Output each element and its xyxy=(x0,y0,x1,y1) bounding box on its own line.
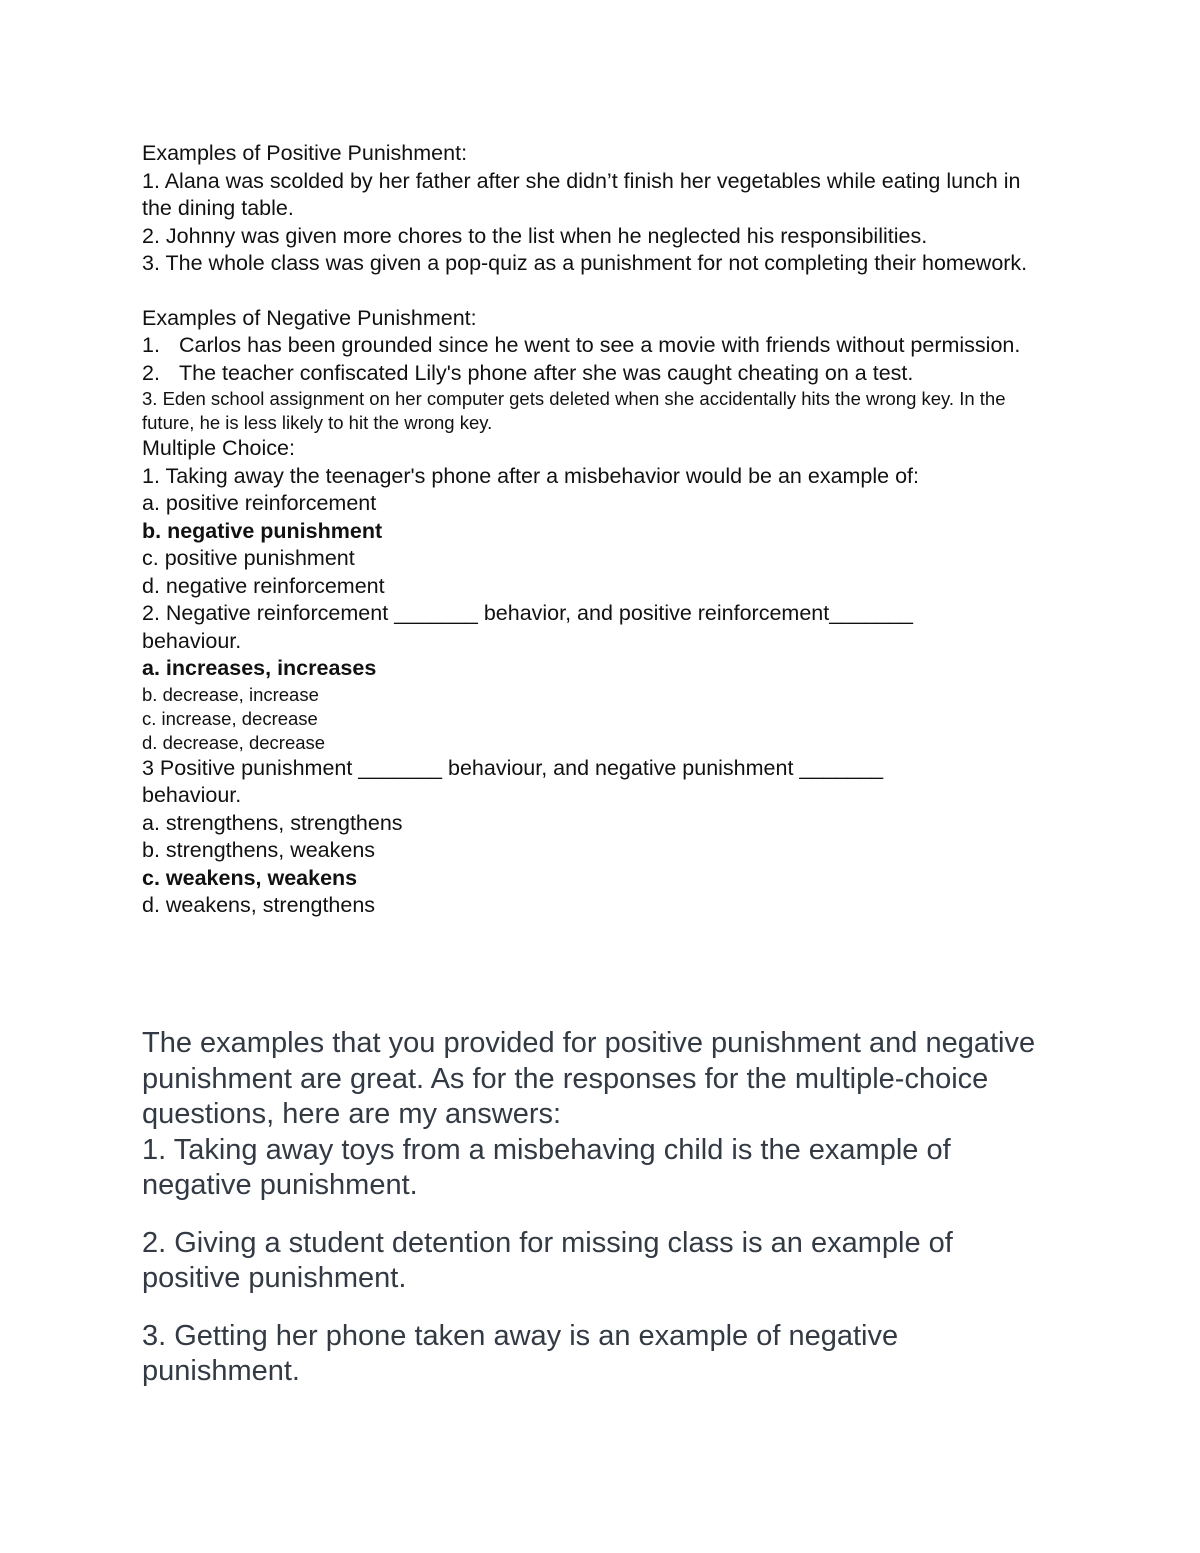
reply-intro: The examples that you provided for positive punishment and negative punishment are great. As for the responses for the multiple-choice questions, here are my answers: xyxy=(142,1027,1036,1130)
reply-answer-2: 2. Giving a student detention for missing class is an example of positive punishment. xyxy=(142,1226,953,1294)
positive-item-2: 2. Johnny was given more chores to the list when he neglected his responsibilities. xyxy=(142,223,928,248)
section-spacer xyxy=(142,278,1042,305)
q2-option-a-answer: a. increases, increases xyxy=(142,656,377,680)
reply-answer-1: 1. Taking away toys from a misbehaving child is the example of negative punishment. xyxy=(142,1133,951,1201)
question-2-line-2: behaviour. xyxy=(142,628,242,653)
negative-item-1-text: Carlos has been grounded since he went to see a movie with friends without permission. xyxy=(179,333,1021,357)
question-3-line-2: behaviour. xyxy=(142,783,242,807)
positive-item-1: 1. Alana was scolded by her father after she didn’t finish her vegetables while eating lunch in the dining table. xyxy=(142,168,1021,220)
multiple-choice-heading: Multiple Choice: xyxy=(142,436,295,460)
q3-option-b: b. strengthens, weakens xyxy=(142,838,376,862)
q1-option-a: a. positive reinforcement xyxy=(142,491,377,515)
reply-answer-3: 3. Getting her phone taken away is an example of negative punishment. xyxy=(142,1319,899,1387)
q2-option-d: d. decrease, decrease xyxy=(142,731,326,753)
q2-option-c: c. increase, decrease xyxy=(142,707,318,729)
question-2-line-1: 2. Negative reinforcement _______ behavior, and positive reinforcement_______ xyxy=(142,601,913,625)
positive-heading: Examples of Positive Punishment: xyxy=(142,141,468,165)
q2-option-b: b. decrease, increase xyxy=(142,683,319,705)
negative-heading: Examples of Negative Punishment: xyxy=(142,305,477,330)
question-1: 1. Taking away the teenager's phone after a misbehavior would be an example of: xyxy=(142,463,920,488)
negative-item-2 xyxy=(142,360,1042,388)
negative-item-1 xyxy=(142,332,1042,360)
negative-item-1-number: 1. xyxy=(142,333,160,357)
q3-option-d: d. weakens, strengthens xyxy=(142,893,376,917)
q1-option-b-answer: b. negative punishment xyxy=(142,518,383,543)
q1-option-c: c. positive punishment xyxy=(142,546,355,570)
q3-option-c-answer: c. weakens, weakens xyxy=(142,865,358,890)
q3-option-a: a. strengthens, strengthens xyxy=(142,810,403,835)
question-3-line-1: 3 Positive punishment _______ behaviour, and negative punishment _______ xyxy=(142,755,884,780)
reply-section xyxy=(142,1026,1042,1390)
negative-item-2-number: 2. xyxy=(142,360,160,385)
q1-option-d: d. negative reinforcement xyxy=(142,573,385,598)
document-body xyxy=(142,140,1042,920)
positive-item-3: 3. The whole class was given a pop-quiz as a punishment for not completing their homework. xyxy=(142,251,1028,275)
negative-item-3: 3. Eden school assignment on her computer gets deleted when she accidentally hits the wrong key. In the future, he is less likely to hit the wrong key. xyxy=(142,388,1006,433)
negative-item-2-text: The teacher confiscated Lily's phone after she was caught cheating on a test. xyxy=(179,360,914,385)
